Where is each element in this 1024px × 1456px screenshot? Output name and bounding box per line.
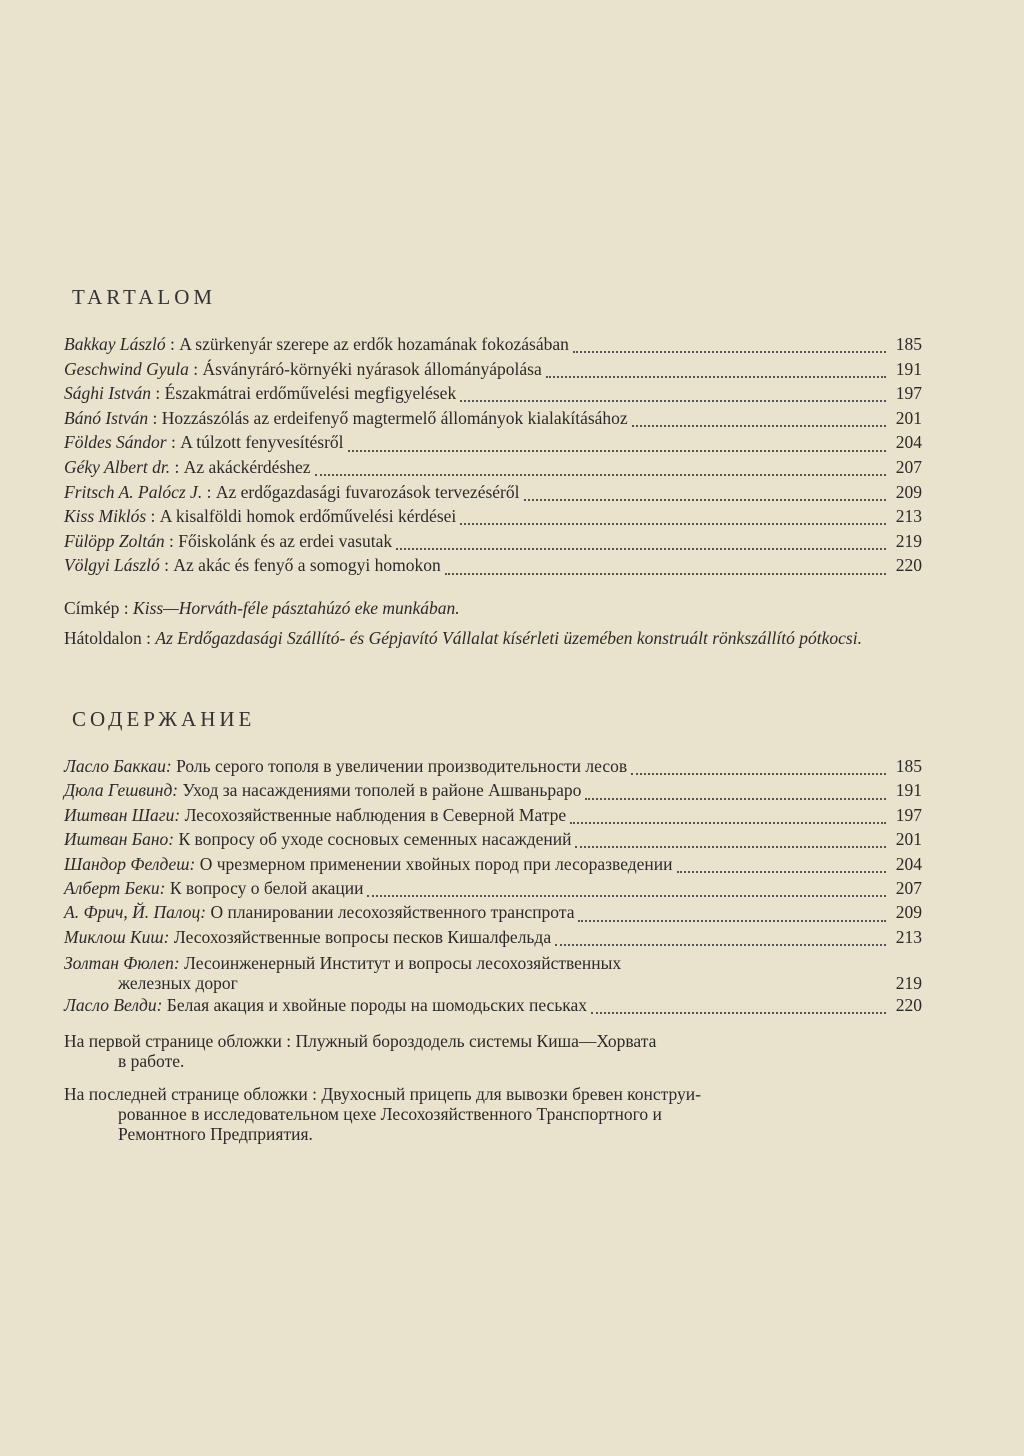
toc-title: Az akáckérdéshez xyxy=(183,456,311,477)
toc-author: Kiss Miklós xyxy=(64,506,147,527)
toc-title-line2: железных дорог xyxy=(118,973,238,993)
toc-title: A szürkenyár szerepe az erdők hozamának fokozásában xyxy=(179,334,569,354)
dot-leader xyxy=(555,944,886,946)
toc-author: Bakkay László xyxy=(64,334,166,354)
toc-page-number: 207 xyxy=(895,456,922,477)
dot-leader xyxy=(460,400,886,402)
toc-page-number: 219 xyxy=(895,973,922,993)
toc-entry xyxy=(64,927,922,951)
toc-title-line1: Лесоинженерный Институт и вопросы лесохозяйственных xyxy=(184,953,622,973)
cover-text-hu: Kiss—Horváth-féle pásztahúzó eke munkában. xyxy=(133,598,460,618)
dot-leader xyxy=(348,450,886,452)
dot-leader xyxy=(575,846,886,848)
toc-author: Géky Albert dr. xyxy=(64,456,171,477)
dot-leader xyxy=(631,773,886,775)
dot-leader xyxy=(546,376,886,378)
cover-label-ru: На первой странице обложки : xyxy=(64,1031,292,1051)
toc-title: Az akác és fenyő a somogyi homokon xyxy=(173,555,441,576)
toc-title: Уход за насаждениями тополей в районе Ашваньраро xyxy=(182,780,582,801)
toc-author: Ласло Баккаи: xyxy=(64,756,172,776)
toc-entry: Geschwind Gyula : Ásványráró-környéki nyárasok állományápolása 191 xyxy=(64,358,922,379)
cover-text-ru-2: в работе. xyxy=(118,1051,185,1071)
cover-caption-hu xyxy=(64,598,922,618)
toc-entry: Völgyi László : Az akác és fenyő a somogyi homokon 220 xyxy=(64,555,922,576)
toc-heading-ru: СОДЕРЖАНИЕ xyxy=(72,707,256,731)
toc-author: Миклош Киш: xyxy=(64,926,170,947)
toc-title: Hozzászólás az erdeifenyő magtermelő állományok kialakításához xyxy=(161,407,628,428)
back-label-ru: На последней странице обложки : xyxy=(64,1084,317,1104)
back-text-hu: Az Erdőgazdasági Szállító- és Gépjavító Vállalat kísérleti üzemében konstruált rönkszállító pótkocsi. xyxy=(155,628,862,648)
toc-page-number: 191 xyxy=(895,358,922,379)
back-text-ru-3: Ремонтного Предприятия. xyxy=(118,1124,313,1144)
toc-page-number: 204 xyxy=(895,853,922,874)
toc-author: Золтан Фюлеп: xyxy=(64,953,180,973)
toc-page-number: 213 xyxy=(895,926,922,947)
toc-entry: Földes Sándor : A túlzott fenyvesítésről 204 xyxy=(64,432,922,453)
toc-author: Иштван Шаги: xyxy=(64,804,181,825)
toc-author: Geschwind Gyula xyxy=(64,358,189,379)
toc-author: Шандор Фелдеш: xyxy=(64,853,196,874)
toc-page-number: 204 xyxy=(895,432,922,453)
toc-entry xyxy=(64,902,922,926)
toc-author: Fülöpp Zoltán xyxy=(64,530,165,551)
toc-page-number: 207 xyxy=(895,877,922,898)
back-text-ru-1: Двухосный прицепь для вывозки бревен конструи- xyxy=(321,1084,702,1104)
toc-entry xyxy=(64,878,922,902)
toc-entry xyxy=(64,780,922,804)
toc-author: Алберт Беки: xyxy=(64,877,166,898)
dot-leader xyxy=(396,548,886,550)
toc-entry: Géky Albert dr. : Az akáckérdéshez 207 xyxy=(64,456,922,477)
toc-entry: Bakkay László : A szürkenyár szerepe az erdők hozamának fokozásában 185 xyxy=(64,334,922,354)
toc-page-number: 219 xyxy=(895,530,922,551)
back-text-ru-2: рованное в исследовательном цехе Лесохозяйственного Транспортного и xyxy=(118,1104,662,1124)
toc-title: A túlzott fenyvesítésről xyxy=(180,432,344,453)
dot-leader xyxy=(367,895,886,897)
toc-title: Ásványráró-környéki nyárasok állományápolása xyxy=(202,358,542,379)
dot-leader xyxy=(315,474,886,476)
cover-label-hu: Címkép : xyxy=(64,598,129,618)
toc-entry xyxy=(64,756,922,780)
toc-title: К вопросу о белой акации xyxy=(169,877,364,898)
toc-entry: Bánó István : Hozzászólás az erdeifenyő magtermelő állományok kialakításához 201 xyxy=(64,407,922,428)
toc-entry: Sághi István : Északmátrai erdőművelési megfigyelések 197 xyxy=(64,383,922,404)
dot-leader xyxy=(591,1012,886,1014)
cover-text-ru-1: Плужный бороздодель системы Киша—Хорвата xyxy=(295,1031,657,1051)
back-label-hu: Hátoldalon : xyxy=(64,628,151,648)
toc-entry xyxy=(64,854,922,878)
toc-author: Иштван Бано: xyxy=(64,829,175,850)
toc-title: Északmátrai erdőművelési megfigyelések xyxy=(164,383,457,404)
toc-entry xyxy=(64,805,922,829)
toc-entry-multiline xyxy=(64,953,922,993)
toc-page-number: 191 xyxy=(895,780,922,801)
back-caption-hu xyxy=(64,628,922,648)
dot-leader xyxy=(677,871,886,873)
toc-page-number: 220 xyxy=(895,995,922,1015)
toc-title: Az erdőgazdasági fuvarozások tervezéséről xyxy=(215,481,520,502)
cover-caption-ru xyxy=(64,1031,922,1071)
toc-author: Sághi István xyxy=(64,383,152,404)
toc-author: Völgyi László xyxy=(64,555,160,576)
dot-leader xyxy=(578,920,886,922)
toc-title: О чрезмерном применении хвойных пород при лесоразведении xyxy=(199,853,673,874)
toc-page-number: 209 xyxy=(895,902,922,923)
toc-entry: Fülöpp Zoltán : Főiskolánk és az erdei vasutak 219 xyxy=(64,530,922,551)
toc-title: Белая акация и хвойные породы на шомодьских песьках xyxy=(166,995,588,1015)
toc-list-hu xyxy=(64,334,922,580)
dot-leader xyxy=(585,798,886,800)
toc-author: Bánó István xyxy=(64,407,149,428)
toc-author: Ласло Велди: xyxy=(64,995,163,1015)
toc-title: Роль серого тополя в увеличении производительности лесов xyxy=(176,756,628,776)
dot-leader xyxy=(524,499,887,501)
dot-leader xyxy=(570,822,886,824)
dot-leader xyxy=(573,351,886,353)
toc-page-number: 185 xyxy=(895,334,922,354)
toc-title: Лесохозяйственные наблюдения в Северной Матре xyxy=(184,804,567,825)
toc-title: Főiskolánk és az erdei vasutak xyxy=(178,530,393,551)
toc-entry: Fritsch A. Palócz J. : Az erdőgazdasági fuvarozások tervezéséről 209 xyxy=(64,481,922,502)
toc-author: Fritsch A. Palócz J. xyxy=(64,481,203,502)
toc-author: Дюла Гешвинд: xyxy=(64,780,179,801)
toc-page-number: 201 xyxy=(895,407,922,428)
toc-entry xyxy=(64,829,922,853)
toc-title: A kisalföldi homok erdőművelési kérdései xyxy=(159,506,457,527)
toc-page-number: 197 xyxy=(895,804,922,825)
toc-entry: Kiss Miklós : A kisalföldi homok erdőművelési kérdései 213 xyxy=(64,506,922,527)
toc-title: К вопросу об уходе сосновых семенных насаждений xyxy=(178,829,572,850)
toc-title: О планировании лесохозяйственного транспрота xyxy=(210,902,575,923)
toc-page-number: 220 xyxy=(895,555,922,576)
dot-leader xyxy=(460,523,886,525)
toc-page-number: 213 xyxy=(895,506,922,527)
toc-page-number: 209 xyxy=(895,481,922,502)
toc-entry-last xyxy=(64,995,922,1019)
toc-title: Лесохозяйственные вопросы песков Кишалфельда xyxy=(173,926,552,947)
back-caption-ru xyxy=(64,1084,922,1144)
toc-author: А. Фрич, Й. Палоц: xyxy=(64,902,207,923)
toc-list-ru xyxy=(64,756,922,951)
dot-leader xyxy=(632,425,886,427)
toc-page-number: 185 xyxy=(895,756,922,776)
toc-heading-hu: TARTALOM xyxy=(72,285,217,309)
dot-leader xyxy=(445,573,886,575)
toc-page-number: 201 xyxy=(895,829,922,850)
toc-page-number: 197 xyxy=(895,383,922,404)
toc-author: Földes Sándor xyxy=(64,432,167,453)
